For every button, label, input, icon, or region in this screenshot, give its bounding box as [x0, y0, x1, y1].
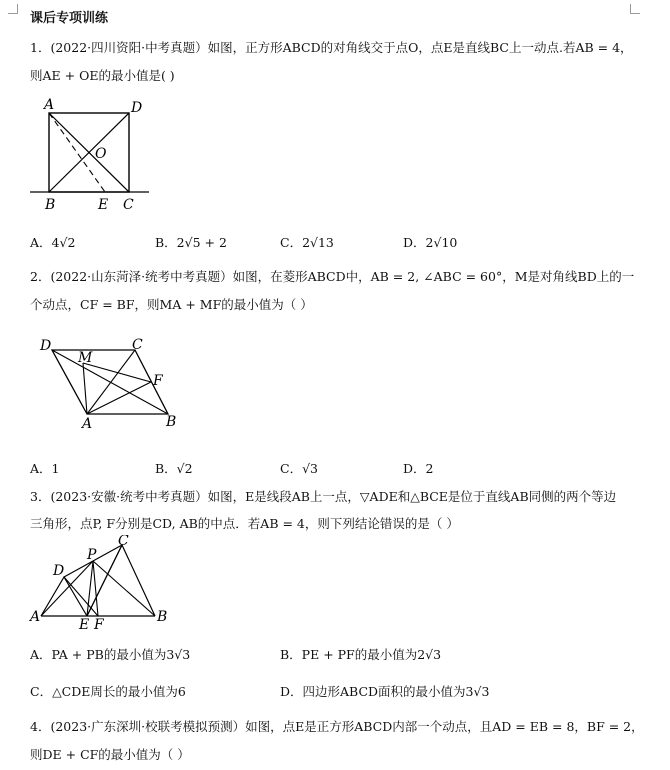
q3-label-c: C	[118, 535, 129, 549]
q2-option-a[interactable]: A．1	[30, 461, 60, 476]
q1-label-c: C	[123, 197, 134, 213]
q2-label-c: C	[132, 337, 143, 353]
q3-option-b[interactable]: B．PE + PF的最小值为2√3	[280, 647, 442, 662]
q4-line2: 则DE + CF的最小值为（ ）	[30, 747, 190, 762]
q2-line2: 个动点，CF = BF，则MA + MF的最小值为（ ）	[30, 297, 313, 312]
q3-option-a[interactable]: A．PA + PB的最小值为3√3	[30, 647, 191, 662]
q2-option-d[interactable]: D．2	[403, 461, 434, 476]
q1-label-e: E	[98, 197, 109, 213]
q2-line1: 2．(2022·山东菏泽·统考中考真题）如图，在菱形ABCD中，AB = 2, ∠ABC = 60°，M是对角线BD上的一	[30, 269, 635, 284]
q3-label-d: D	[53, 563, 65, 579]
q1-option-a[interactable]: A．4√2	[30, 235, 76, 250]
q3-line2: 三角形，点P, F分别是CD, AB的中点．若AB = 4，则下列结论错误的是（ ）	[30, 516, 459, 531]
q1-figure	[25, 95, 155, 217]
q2-option-c[interactable]: C．√3	[280, 461, 318, 476]
q2-label-b: B	[166, 414, 177, 430]
q1-label-d: D	[131, 100, 143, 116]
q2-option-b[interactable]: B．√2	[155, 461, 193, 476]
q1-option-d[interactable]: D．2√10	[403, 235, 458, 250]
q2-label-a: A	[82, 416, 93, 432]
q1-option-b[interactable]: B．2√5 + 2	[155, 235, 227, 250]
q3-label-f: F	[94, 617, 104, 630]
corner-mark-left	[8, 4, 18, 14]
corner-mark-right	[630, 4, 640, 14]
q3-label-a: A	[30, 609, 41, 625]
q2-figure	[35, 333, 185, 433]
q4-line1: 4．(2023·广东深圳·校联考模拟预测）如图，点E是正方形ABCD内部一个动点，且AD = EB = 8，BF = 2，	[30, 719, 644, 734]
q1-line2: 则AE + OE的最小值是( )	[30, 68, 175, 83]
q3-label-p: P	[87, 547, 97, 563]
q2-label-f: F	[153, 373, 163, 389]
q1-label-b: B	[45, 197, 56, 213]
q3-option-d[interactable]: D．四边形ABCD面积的最小值为3√3	[280, 684, 490, 699]
q3-option-c[interactable]: C．△CDE周长的最小值为6	[30, 684, 186, 699]
q1-label-a: A	[44, 97, 55, 113]
q1-label-o: O	[95, 146, 107, 162]
q3-line1: 3．(2023·安徽·统考中考真题）如图，E是线段AB上一点，▽ADE和△BCE是位于直线AB同侧的两个等边	[30, 489, 617, 504]
q1-option-c[interactable]: C．2√13	[280, 235, 334, 250]
q2-label-d: D	[40, 338, 52, 354]
q2-label-m: M	[78, 350, 93, 366]
q3-label-b: B	[157, 609, 168, 625]
section-heading: 课后专项训练	[30, 11, 109, 26]
q1-line1: 1．(2022·四川资阳·中考真题）如图，正方形ABCD的对角线交于点O，点E是直线BC上一动点.若AB = 4，	[30, 40, 633, 55]
q3-label-e: E	[79, 617, 90, 630]
q3-figure	[25, 535, 175, 630]
